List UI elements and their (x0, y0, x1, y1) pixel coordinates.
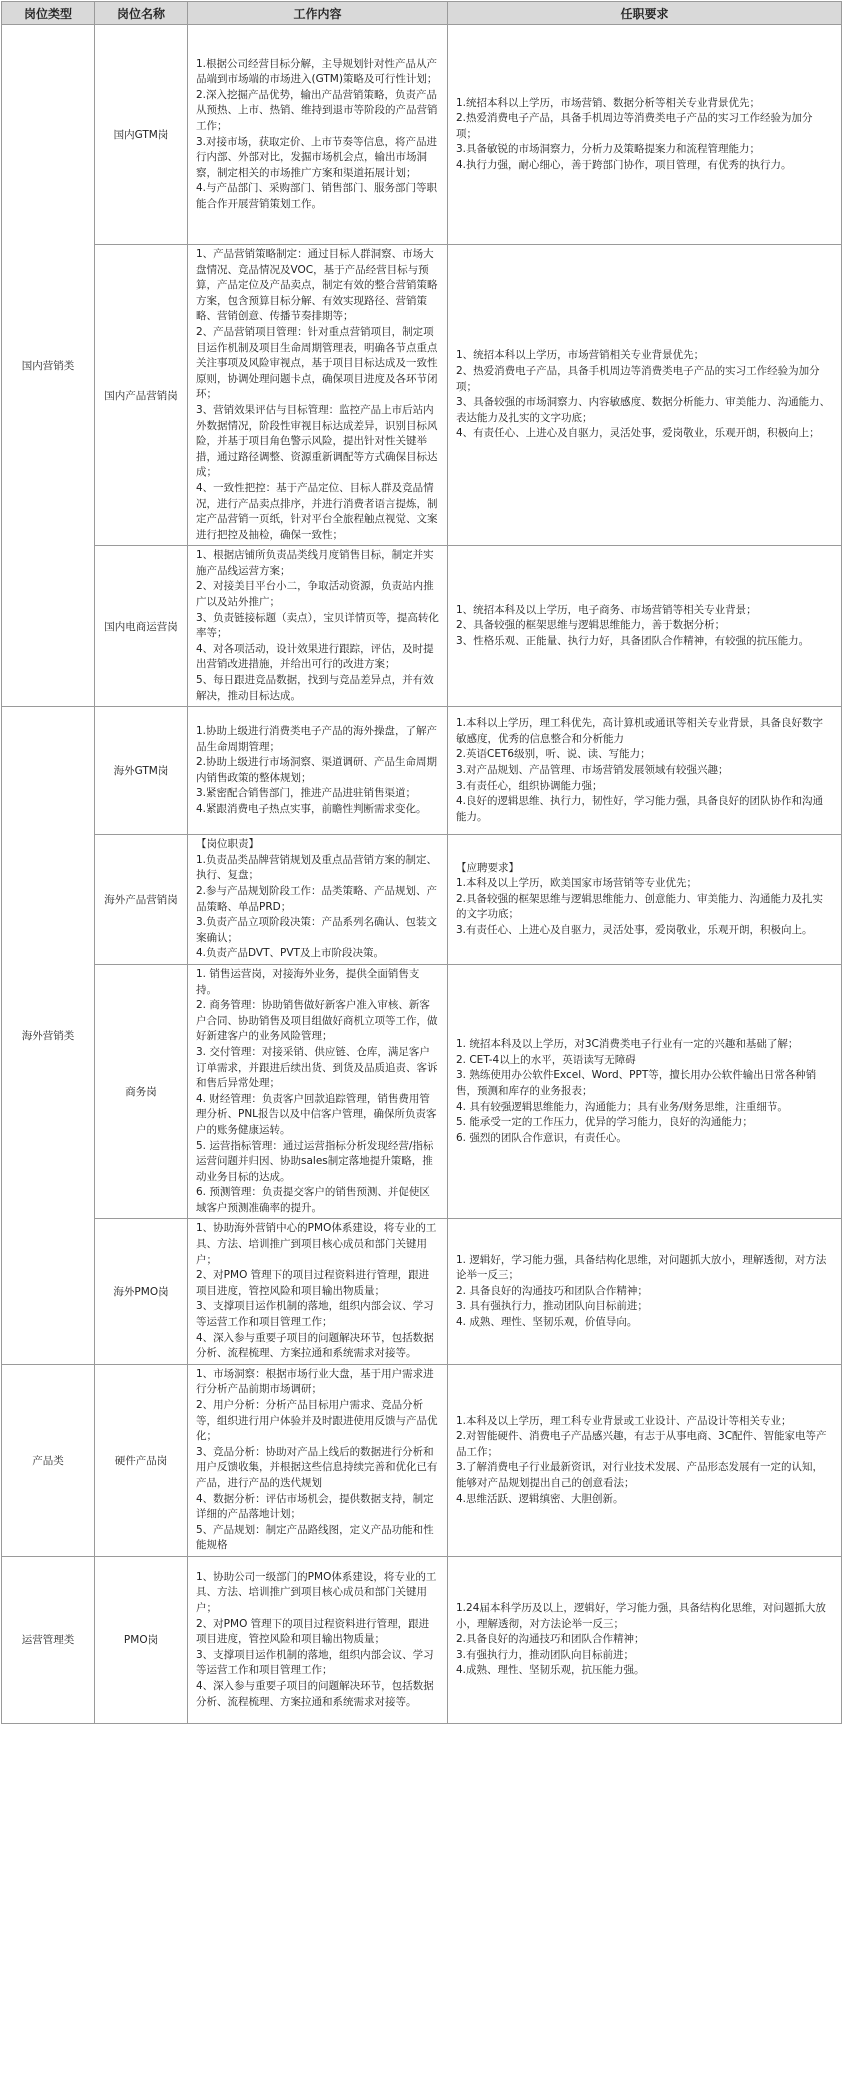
position-cell: 海外PMO岗 (95, 1219, 188, 1364)
job-row (2, 707, 842, 835)
job-content-cell (188, 707, 448, 835)
job-content-cell (188, 245, 448, 546)
content-line: 4、深入参与重要子项目的问题解决环节，包括数据分析、流程梳理、方案拉通和系统需求对接等。 (196, 1679, 434, 1708)
content-line: 3. 交付管理：对接采销、供应链、仓库，满足客户订单需求，并跟进后续出货、到货及品质追责、客诉和售后异常处理； (196, 1045, 438, 1090)
content-line: 2、产品营销项目管理：针对重点营销项目，制定项目运作机制及项目生命周期管理表，明确各节点重点关注事项及风险审视点，基于项目目标达成及一致性原则，协调处理问题卡点，确保项目进度及各环节闭环； (196, 325, 438, 401)
requirement-line: 3.有责任心，组织协调能力强； (456, 779, 603, 792)
content-line: 【岗位职责】 (196, 838, 259, 851)
content-line: 1.负责品类品牌营销规划及重点品营销方案的制定、执行、复盘； (196, 853, 438, 882)
content-line: 4.负责产品DVT、PVT及上市阶段决策。 (196, 947, 384, 960)
content-line: 3.对接市场，获取定价、上市节奏等信息，将产品进行内部、外部对比，发掘市场机会点，输出市场洞察，制定相关的市场推广方案和渠道拓展计划； (196, 135, 438, 179)
requirement-line: 3.有责任心、上进心及自驱力，灵活处事，爱岗敬业，乐观开朗，积极向上。 (456, 923, 813, 936)
content-line: 5、每日跟进竞品数据，找到与竞品差异点，并有效解决，推动目标达成。 (196, 674, 434, 702)
content-line: 2. 商务管理：协助销售做好新客户准入审核、新客户合同、协助销售及项目组做好商机立项等工作，做好新建客户的业务风险管理； (196, 999, 438, 1043)
header-row (2, 2, 842, 25)
job-table (1, 1, 842, 1724)
job-content-cell (188, 25, 448, 245)
content-line: 4、深入参与重要子项目的问题解决环节，包括数据分析、流程梳理、方案拉通和系统需求对接等。 (196, 1331, 434, 1360)
requirement-line: 4.良好的逻辑思维、执行力，韧性好，学习能力强，具备良好的团队协作和沟通能力。 (456, 795, 824, 823)
requirements-cell (448, 1219, 842, 1364)
content-line: 4.与产品部门、采购部门、销售部门、服务部门等职能合作开展营销策划工作。 (196, 182, 438, 210)
requirement-line: 3.对产品规划、产品管理、市场营销发展领域有较强兴趣； (456, 763, 729, 776)
content-line: 1、协助公司一级部门的PMO体系建设，将专业的工具、方法、培训推广到项目核心成员和部门关键用户； (196, 1570, 437, 1614)
header-content: 工作内容 (188, 2, 448, 25)
content-line: 2、对PMO 管理下的项目过程资料进行管理，跟进项目进度，管控风险和项目输出物质量； (196, 1269, 430, 1297)
content-line: 3.紧密配合销售部门，推进产品进驻销售渠道； (196, 787, 417, 800)
job-row (2, 1556, 842, 1723)
content-line: 3.负责产品立项阶段决策：产品系列名确认、包装文案确认； (196, 916, 438, 944)
requirement-line: 1、统招本科以上学历，市场营销相关专业背景优先； (456, 349, 705, 362)
requirement-line: 4.执行力强，耐心细心，善于跨部门协作，项目管理，有优秀的执行力。 (456, 158, 792, 171)
requirement-line: 2.热爱消费电子产品，具备手机周边等消费类电子产品的实习工作经验为加分项； (456, 112, 813, 140)
content-line: 1.根据公司经营目标分解，主导规划针对性产品从产品端到市场端的市场进入(GTM)策略及可行性计划； (196, 57, 438, 86)
job-content-cell (188, 1556, 448, 1723)
content-line: 5. 运营指标管理：通过运营指标分析发现经营/指标运营问题并归因、协助sales制定落地提升策略，推动业务目标的达成。 (196, 1139, 434, 1183)
content-line: 1. 销售运营岗，对接海外业务，提供全面销售支持。 (196, 967, 420, 996)
requirement-line: 4. 具有较强逻辑思维能力，沟通能力；具有业务/财务思维，注重细节。 (456, 1100, 788, 1113)
requirement-line: 3. 具有强执行力，推动团队向目标前进； (456, 1300, 648, 1313)
requirement-line: 6. 强烈的团队合作意识，有责任心。 (456, 1131, 627, 1144)
job-row (2, 546, 842, 707)
job-row (2, 25, 842, 245)
requirement-line: 4、有责任心、上进心及自驱力，灵活处事，爱岗敬业，乐观开朗，积极向上； (456, 427, 820, 440)
job-content-cell (188, 546, 448, 707)
content-line: 4. 财经管理：负责客户回款追踪管理，销售费用管理分析、PNL报告以及中信客户管理，确保所负责客户的账务健康运转。 (196, 1092, 437, 1136)
position-cell: 海外GTM岗 (95, 707, 188, 835)
content-line: 3、营销效果评估与目标管理：监控产品上市后站内外数据情况，阶段性审视目标达成差异，识别目标风险，并基于项目角色警示风险，提出针对性关键举措，通过路径调整、资源重新调配等方式确保目标达成； (196, 403, 438, 479)
requirement-line: 2.英语CET6级别，听、说、读、写能力； (456, 748, 651, 761)
requirement-line: 【应聘要求】 (456, 861, 519, 874)
requirement-line: 2. CET-4以上的水平，英语读写无障碍 (456, 1053, 636, 1066)
content-line: 1、根据店铺所负责品类线月度销售目标，制定并实施产品线运营方案； (196, 549, 434, 577)
requirement-line: 5. 能承受一定的工作压力，优异的学习能力，良好的沟通能力； (456, 1116, 753, 1129)
requirement-line: 3.有强执行力，推动团队向目标前进； (456, 1648, 635, 1661)
requirement-line: 4.思维活跃、逻辑缜密、大胆创新。 (456, 1492, 624, 1505)
content-line: 1、协助海外营销中心的PMO体系建设，将专业的工具、方法、培训推广到项目核心成员和部门关键用户； (196, 1222, 437, 1266)
position-cell: 海外产品营销岗 (95, 835, 188, 965)
requirements-cell (448, 1364, 842, 1556)
content-line: 2、用户分析：分析产品目标用户需求、竞品分析等，组织进行用户体验并及时跟进使用反馈与产品优化； (196, 1399, 438, 1443)
header-category: 岗位类型 (2, 2, 95, 25)
requirement-line: 4. 成熟、理性、坚韧乐观，价值导向。 (456, 1316, 638, 1329)
requirement-line: 2. 具备良好的沟通技巧和团队合作精神； (456, 1284, 648, 1297)
requirement-line: 2.具备良好的沟通技巧和团队合作精神； (456, 1633, 645, 1646)
requirement-line: 2.具备较强的框架思维与逻辑思维能力、创意能力、审美能力、沟通能力及扎实的文字功底； (456, 892, 824, 921)
requirement-line: 3. 熟练使用办公软件Excel、Word、PPT等，擅长用办公软件输出日常各种销售，预测和库存的业务报表； (456, 1069, 817, 1097)
job-row (2, 1219, 842, 1364)
position-cell: 国内产品营销岗 (95, 245, 188, 546)
position-cell: 硬件产品岗 (95, 1364, 188, 1556)
content-line: 3、竞品分析：协助对产品上线后的数据进行分析和用户反馈收集，并根据这些信息持续完善和优化已有产品，进行产品的迭代规划 (196, 1445, 438, 1489)
job-content-cell (188, 835, 448, 965)
requirements-cell (448, 964, 842, 1219)
requirement-line: 4.成熟、理性、坚韧乐观，抗压能力强。 (456, 1664, 645, 1677)
job-row (2, 245, 842, 546)
content-line: 6. 预测管理：负责提交客户的销售预测、并促使区域客户预测准确率的提升。 (196, 1186, 430, 1214)
header-position: 岗位名称 (95, 2, 188, 25)
requirement-line: 3、具备较强的市场洞察力、内容敏感度、数据分析能力、审美能力、沟通能力、表达能力及扎实的文字功底； (456, 396, 831, 424)
requirement-line: 2.对智能硬件、消费电子产品感兴趣，有志于从事电商、3C配件、智能家电等产品工作； (456, 1430, 827, 1458)
content-line: 1、产品营销策略制定：通过目标人群洞察、市场大盘情况、竞品情况及VOC，基于产品经营目标与预算，产品定位及产品卖点，制定有效的整合营销策略方案，包含预算目标分解、有效实现路径、营销策略、营销创意、传播节奏排期等； (196, 248, 438, 323)
category-cell: 国内营销类 (2, 25, 95, 707)
requirements-cell (448, 546, 842, 707)
requirements-cell (448, 25, 842, 245)
requirement-line: 1.统招本科以上学历，市场营销、数据分析等相关专业背景优先； (456, 96, 761, 109)
content-line: 4、一致性把控：基于产品定位、目标人群及竞品情况，进行产品卖点排序，并进行消费者语言提炼，制定产品营销一页纸，针对平台全旅程触点视觉、文案进行把控及抽检，确保一致性； (196, 481, 438, 541)
job-content-cell (188, 1364, 448, 1556)
requirement-line: 1. 逻辑好，学习能力强，具备结构化思维，对问题抓大放小，理解透彻，对方法论举一反三； (456, 1253, 827, 1282)
category-cell: 海外营销类 (2, 707, 95, 1365)
requirement-line: 3.具备敏锐的市场洞察力，分析力及策略提案力和流程管理能力； (456, 143, 761, 156)
content-line: 1.协助上级进行消费类电子产品的海外操盘，了解产品生命周期管理； (196, 724, 438, 753)
job-table-body (2, 25, 842, 1724)
requirement-line: 1.本科及以上学历，欧美国家市场营销等专业优先； (456, 877, 698, 890)
requirement-line: 3.了解消费电子行业最新资讯，对行业技术发展、产品形态发展有一定的认知，能够对产品规划提出自己的创意看法； (456, 1461, 824, 1489)
content-line: 4.紧跟消费电子热点实事，前瞻性判断需求变化。 (196, 802, 427, 815)
requirement-line: 1.本科及以上学历，理工科专业背景或工业设计、产品设计等相关专业； (456, 1414, 792, 1427)
content-line: 4、数据分析：评估市场机会，提供数据支持，制定详细的产品落地计划； (196, 1492, 434, 1521)
position-cell: 商务岗 (95, 964, 188, 1219)
job-row (2, 1364, 842, 1556)
requirements-cell (448, 245, 842, 546)
position-cell: 国内GTM岗 (95, 25, 188, 245)
content-line: 1、市场洞察：根据市场行业大盘，基于用户需求进行分析产品前期市场调研； (196, 1367, 434, 1396)
requirement-line: 2、具备较强的框架思维与逻辑思维能力，善于数据分析； (456, 619, 726, 632)
content-line: 5、产品规划：制定产品路线图，定义产品功能和性能规格 (196, 1523, 434, 1552)
content-line: 2.深入挖掘产品优势，输出产品营销策略，负责产品从预热、上市、热销、维持到退市等阶段的产品营销工作； (196, 88, 438, 132)
header-requirements: 任职要求 (448, 2, 842, 25)
job-row (2, 964, 842, 1219)
job-content-cell (188, 1219, 448, 1364)
requirements-cell (448, 707, 842, 835)
category-cell: 产品类 (2, 1364, 95, 1556)
requirement-line: 3、性格乐观、正能量、执行力好，具备团队合作精神，有较强的抗压能力。 (456, 635, 810, 648)
requirement-line: 1、统招本科及以上学历，电子商务、市场营销等相关专业背景； (456, 603, 757, 616)
category-cell: 运营管理类 (2, 1556, 95, 1723)
content-line: 2、对接美目平台小二，争取活动资源，负责站内推广以及站外推广； (196, 580, 434, 609)
content-line: 3、负责链接标题（卖点），宝贝详情页等，提高转化率等； (196, 611, 439, 640)
content-line: 4、对各项活动，设计效果进行跟踪，评估，及时提出营销改进措施，并给出可行的改进方案； (196, 642, 434, 671)
requirement-line: 1. 统招本科及以上学历，对3C消费类电子行业有一定的兴趣和基础了解； (456, 1038, 799, 1051)
content-line: 3、支撑项目运作机制的落地，组织内部会议、学习等运营工作和项目管理工作； (196, 1300, 434, 1329)
requirements-cell (448, 1556, 842, 1723)
position-cell: PMO岗 (95, 1556, 188, 1723)
requirements-cell (448, 835, 842, 965)
content-line: 3、支撑项目运作机制的落地，组织内部会议、学习等运营工作和项目管理工作； (196, 1648, 434, 1677)
requirement-line: 1.24届本科学历及以上，逻辑好，学习能力强，具备结构化思维，对问题抓大放小，理解透彻，对方法论举一反三； (456, 1601, 826, 1630)
job-row (2, 835, 842, 965)
job-content-cell (188, 964, 448, 1219)
requirement-line: 2、热爱消费电子产品，具备手机周边等消费类电子产品的实习工作经验为加分项； (456, 364, 820, 393)
content-line: 2.参与产品规划阶段工作：品类策略、产品规划、产品策略、单品PRD； (196, 885, 438, 913)
content-line: 2.协助上级进行市场洞察、渠道调研、产品生命周期内销售政策的整体规划； (196, 756, 438, 784)
content-line: 2、对PMO 管理下的项目过程资料进行管理，跟进项目进度，管控风险和项目输出物质量； (196, 1617, 430, 1646)
position-cell: 国内电商运营岗 (95, 546, 188, 707)
requirement-line: 1.本科以上学历，理工科优先，高计算机或通讯等相关专业背景，具备良好数字敏感度，优秀的信息整合和分析能力 (456, 717, 824, 745)
